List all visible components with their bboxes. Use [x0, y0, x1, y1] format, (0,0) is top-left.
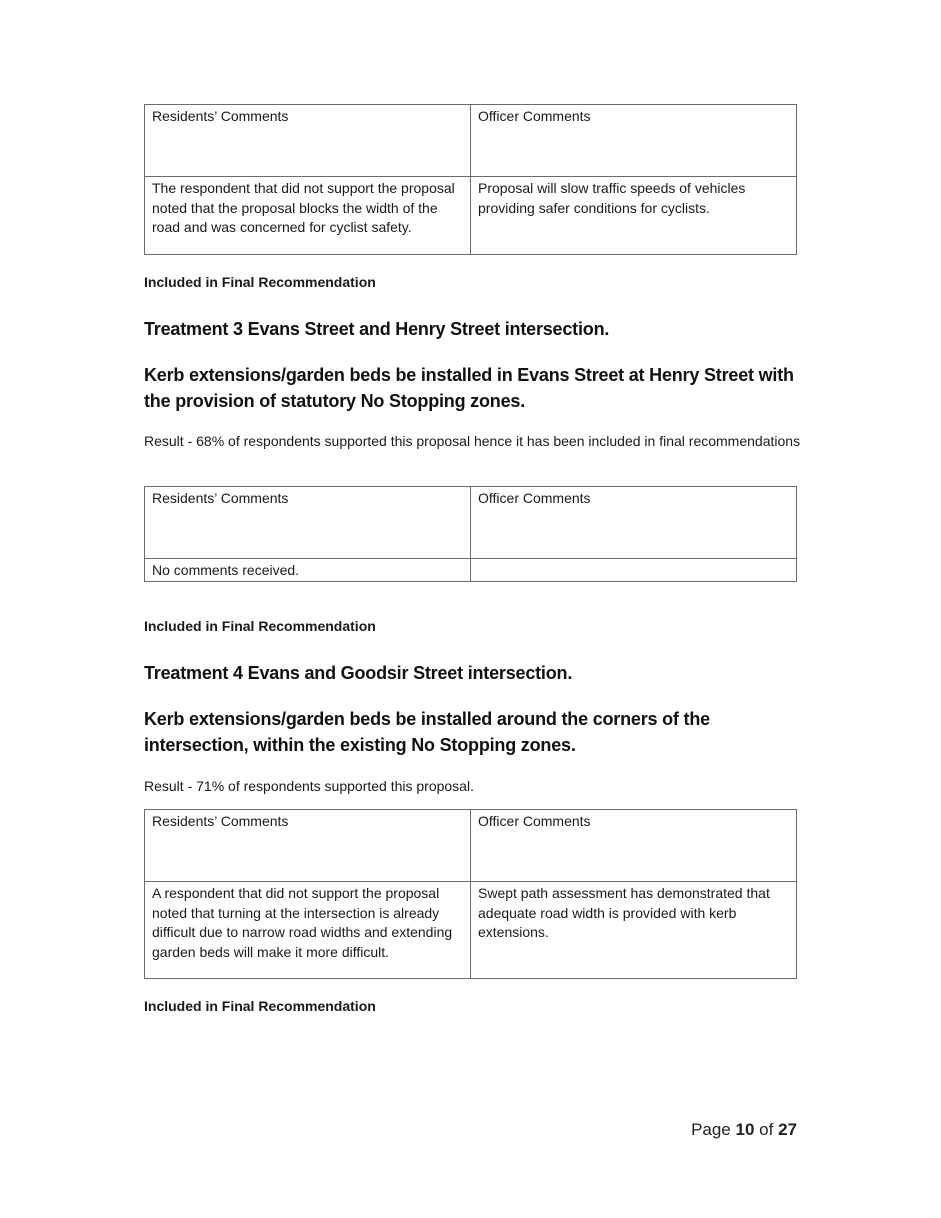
treatment-4-subtitle: Kerb extensions/garden beds be installed around the corners of the intersection, within the existing No Stopping zones. [144, 709, 710, 755]
officer-comment-cell: Swept path assessment has demonstrated that adequate road width is provided with kerb extensions. [471, 882, 797, 979]
table-header-row [145, 105, 797, 177]
officer-comments-header: Officer Comments [471, 105, 797, 177]
residents-comment-cell: A respondent that did not support the proposal noted that turning at the intersection is already difficult due to narrow road widths and extending garden beds will make it more difficult. [145, 882, 471, 979]
residents-comments-header: Residents’ Comments [145, 487, 471, 559]
included-label-2: Included in Final Recommendation [144, 618, 376, 634]
residents-comment-cell: No comments received. [145, 559, 471, 582]
table-row [145, 177, 797, 255]
comments-table-3 [144, 809, 797, 979]
comments-table-2 [144, 486, 797, 582]
treatment-3-subtitle: Kerb extensions/garden beds be installed in Evans Street at Henry Street with the provision of statutory No Stopping zones. [144, 365, 794, 411]
residents-comments-header: Residents’ Comments [145, 810, 471, 882]
included-label-1: Included in Final Recommendation [144, 274, 376, 290]
treatment-3-result: Result - 68% of respondents supported this proposal hence it has been included in final recommendations [144, 433, 801, 449]
treatment-3-title: Treatment 3 Evans Street and Henry Street intersection. [144, 319, 610, 339]
treatment-4-title: Treatment 4 Evans and Goodsir Street intersection. [144, 663, 573, 683]
comments-table-1 [144, 104, 797, 255]
table-header-row [145, 487, 797, 559]
officer-comments-header: Officer Comments [471, 487, 797, 559]
page-of: of [759, 1120, 774, 1139]
page-number [691, 1120, 797, 1140]
residents-comments-header: Residents’ Comments [145, 105, 471, 177]
officer-comment-cell [471, 559, 797, 582]
total-pages: 27 [778, 1120, 797, 1139]
officer-comments-header: Officer Comments [471, 810, 797, 882]
officer-comment-cell: Proposal will slow traffic speeds of vehicles providing safer conditions for cyclists. [471, 177, 797, 255]
included-label-3: Included in Final Recommendation [144, 998, 376, 1014]
current-page: 10 [735, 1120, 755, 1139]
table-header-row [145, 810, 797, 882]
residents-comment-cell: The respondent that did not support the proposal noted that the proposal blocks the width of the road and was concerned for cyclist safety. [145, 177, 471, 255]
table-row [145, 559, 797, 582]
page-prefix: Page [691, 1120, 731, 1139]
table-row [145, 882, 797, 979]
treatment-4-result: Result - 71% of respondents supported this proposal. [144, 778, 474, 794]
